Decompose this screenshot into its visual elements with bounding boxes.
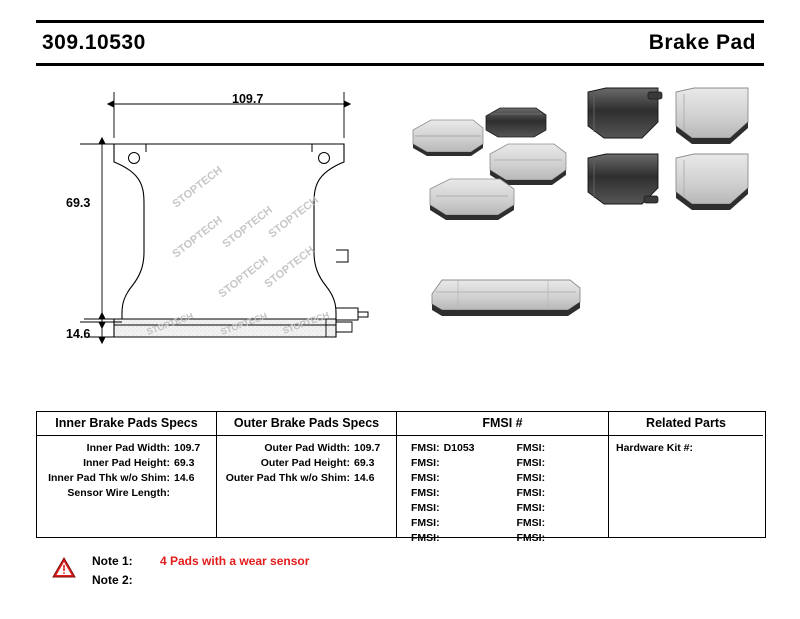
dimension-width-label: 109.7 <box>232 92 264 106</box>
spec-label: Inner Pad Width: <box>86 442 170 454</box>
pad-photo-cluster <box>413 108 566 220</box>
fmsi-title: FMSI # <box>397 412 608 436</box>
pad-photo-grid <box>588 88 748 210</box>
notes-section <box>52 551 552 589</box>
related-parts-row <box>609 436 763 456</box>
spec-row <box>37 471 216 486</box>
fmsi-value <box>440 502 444 514</box>
spec-label: Outer Pad Width: <box>264 442 350 454</box>
fmsi-label: FMSI: <box>411 472 440 484</box>
spec-value: 109.7 <box>174 442 201 454</box>
spec-row <box>217 441 396 456</box>
product-type-title: Brake Pad <box>648 31 756 54</box>
svg-text:STOPTECH: STOPTECH <box>281 309 331 336</box>
pad-front-view <box>114 144 368 332</box>
outer-specs-column <box>217 412 397 537</box>
related-parts-title: Related Parts <box>609 412 763 436</box>
spec-row <box>217 456 396 471</box>
fmsi-label: FMSI: <box>516 532 546 544</box>
fmsi-value <box>440 472 444 484</box>
hardware-kit-label: Hardware Kit #: <box>616 442 694 454</box>
warning-icon <box>52 557 76 578</box>
fmsi-label: FMSI: <box>516 517 546 529</box>
fmsi-label: FMSI: <box>516 472 546 484</box>
svg-text:STOPTECH: STOPTECH <box>219 310 269 337</box>
fmsi-line <box>397 441 503 456</box>
pad-brand-watermark: STOPTECH <box>170 214 225 261</box>
spec-value: 14.6 <box>354 472 375 484</box>
fmsi-value: D1053 <box>443 442 475 454</box>
spec-value: 69.3 <box>354 457 375 469</box>
spec-value: 69.3 <box>174 457 195 469</box>
fmsi-line <box>503 501 609 516</box>
inner-specs-rows <box>37 436 216 501</box>
fmsi-rows <box>397 436 608 546</box>
fmsi-line <box>397 471 503 486</box>
fmsi-label: FMSI: <box>411 457 440 469</box>
fmsi-left-column <box>397 441 503 546</box>
svg-text:STOPTECH: STOPTECH <box>145 310 195 337</box>
fmsi-label: FMSI: <box>411 532 440 544</box>
fmsi-value <box>545 472 549 484</box>
fmsi-line <box>397 456 503 471</box>
fmsi-line <box>503 441 609 456</box>
fmsi-line <box>503 516 609 531</box>
fmsi-value <box>545 487 549 499</box>
drawing-canvas <box>36 70 764 370</box>
note-1-text: 4 Pads with a wear sensor <box>160 553 310 568</box>
svg-text:STOPTECH: STOPTECH <box>266 194 321 241</box>
spec-label: Outer Pad Height: <box>260 457 350 469</box>
fmsi-line <box>397 501 503 516</box>
spec-label: Outer Pad Thk w/o Shim: <box>225 472 350 484</box>
spec-row <box>37 456 216 471</box>
note-row-1 <box>52 551 552 570</box>
fmsi-line <box>397 516 503 531</box>
fmsi-line <box>397 531 503 546</box>
fmsi-label: FMSI: <box>516 502 546 514</box>
document-header <box>36 20 764 66</box>
fmsi-value <box>545 532 549 544</box>
spec-value: 109.7 <box>354 442 381 454</box>
spec-value <box>174 486 216 501</box>
related-parts-column <box>609 412 763 537</box>
fmsi-value <box>440 532 444 544</box>
fmsi-line <box>503 471 609 486</box>
pad-thickness-view <box>114 310 352 337</box>
fmsi-right-column <box>503 441 609 546</box>
technical-drawing <box>36 70 764 370</box>
fmsi-label: FMSI: <box>411 517 440 529</box>
fmsi-value <box>545 442 549 454</box>
fmsi-value <box>545 517 549 529</box>
fmsi-line <box>503 456 609 471</box>
spec-label: Sensor Wire Length: <box>67 487 170 499</box>
fmsi-value <box>545 502 549 514</box>
dimension-thickness-label: 14.6 <box>66 327 91 341</box>
fmsi-label: FMSI: <box>411 442 440 454</box>
spec-label: Inner Pad Height: <box>83 457 170 469</box>
fmsi-value <box>440 517 444 529</box>
inner-specs-title: Inner Brake Pads Specs <box>37 412 216 436</box>
fmsi-label: FMSI: <box>516 457 546 469</box>
fmsi-line <box>503 531 609 546</box>
fmsi-label: FMSI: <box>516 442 546 454</box>
inner-specs-column <box>37 412 217 537</box>
fmsi-line <box>503 486 609 501</box>
fmsi-value <box>440 457 444 469</box>
spec-row <box>37 441 216 456</box>
spec-label: Inner Pad Thk w/o Shim: <box>48 472 170 484</box>
fmsi-label: FMSI: <box>411 487 440 499</box>
spec-row <box>37 486 216 501</box>
spec-row <box>217 471 396 486</box>
svg-text:STOPTECH: STOPTECH <box>262 244 317 291</box>
svg-text:STOPTECH: STOPTECH <box>216 254 271 301</box>
fmsi-value <box>440 487 444 499</box>
svg-text:STOPTECH: STOPTECH <box>220 204 275 251</box>
svg-text:STOPTECH: STOPTECH <box>170 164 225 211</box>
fmsi-column <box>397 412 609 544</box>
pad-photo-edge <box>432 280 580 316</box>
fmsi-label: FMSI: <box>516 487 546 499</box>
outer-specs-title: Outer Brake Pads Specs <box>217 412 396 436</box>
part-number: 309.10530 <box>42 31 146 54</box>
specs-table <box>36 411 766 544</box>
note-2-label: Note 2: <box>92 572 133 587</box>
fmsi-label: FMSI: <box>411 502 440 514</box>
outer-specs-rows <box>217 436 396 486</box>
fmsi-line <box>397 486 503 501</box>
fmsi-value <box>545 457 549 469</box>
dimension-height-label: 69.3 <box>66 196 91 210</box>
note-1-label: Note 1: <box>92 553 133 568</box>
spec-value: 14.6 <box>174 472 195 484</box>
note-row-2 <box>52 570 552 589</box>
